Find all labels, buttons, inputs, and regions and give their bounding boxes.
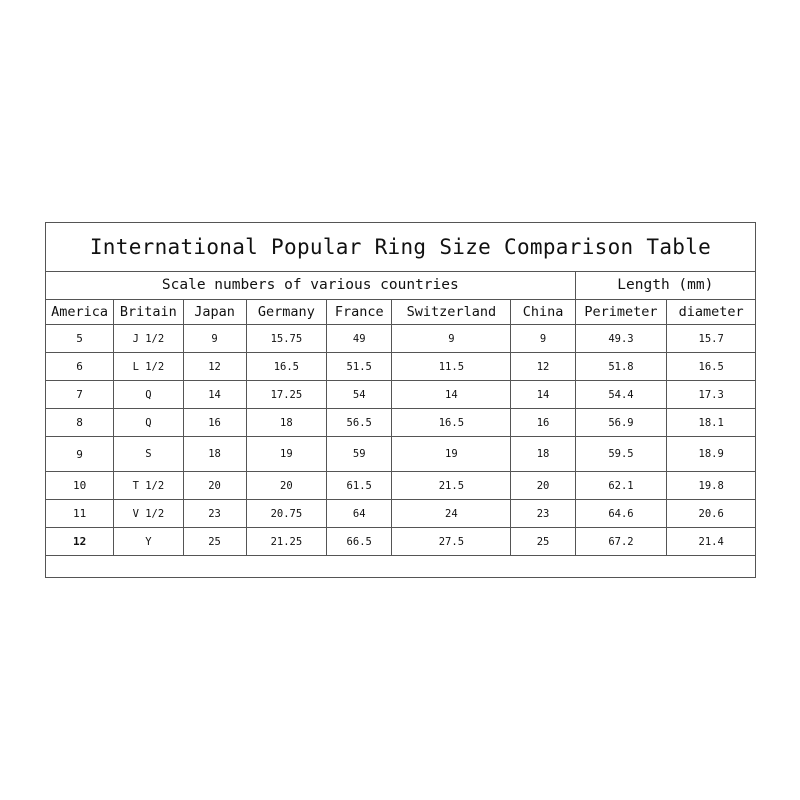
col-header-japan: Japan [183, 299, 246, 325]
table-row [46, 325, 756, 353]
col-header-china: China [511, 299, 575, 325]
cell-france: 49 [327, 325, 392, 353]
cell-america: 12 [46, 528, 114, 556]
cell-china: 18 [511, 437, 575, 472]
cell-switzerland: 16.5 [392, 409, 511, 437]
cell-japan: 20 [183, 472, 246, 500]
countries-group-header: Scale numbers of various countries [46, 271, 576, 299]
cell-america: 11 [46, 500, 114, 528]
cell-japan: 25 [183, 528, 246, 556]
cell-china: 25 [511, 528, 575, 556]
cell-france: 54 [327, 381, 392, 409]
table-body [46, 325, 756, 556]
cell-japan: 23 [183, 500, 246, 528]
cell-france: 59 [327, 437, 392, 472]
table-row [46, 353, 756, 381]
cell-switzerland: 11.5 [392, 353, 511, 381]
cell-japan: 14 [183, 381, 246, 409]
cell-perimeter: 62.1 [575, 472, 667, 500]
cell-germany: 18 [246, 409, 326, 437]
cell-japan: 18 [183, 437, 246, 472]
cell-china: 23 [511, 500, 575, 528]
cell-britain: T 1/2 [114, 472, 183, 500]
cell-diameter: 19.8 [667, 472, 756, 500]
cell-perimeter: 67.2 [575, 528, 667, 556]
cell-china: 20 [511, 472, 575, 500]
cell-britain: J 1/2 [114, 325, 183, 353]
cell-switzerland: 14 [392, 381, 511, 409]
table-row [46, 437, 756, 472]
footer-row [46, 556, 756, 578]
cell-japan: 9 [183, 325, 246, 353]
cell-perimeter: 51.8 [575, 353, 667, 381]
title-row [46, 223, 756, 272]
col-header-perimeter: Perimeter [575, 299, 667, 325]
cell-britain: S [114, 437, 183, 472]
cell-diameter: 18.9 [667, 437, 756, 472]
cell-japan: 16 [183, 409, 246, 437]
cell-diameter: 20.6 [667, 500, 756, 528]
cell-germany: 21.25 [246, 528, 326, 556]
cell-germany: 20.75 [246, 500, 326, 528]
col-header-diameter: diameter [667, 299, 756, 325]
cell-perimeter: 56.9 [575, 409, 667, 437]
cell-america: 9 [46, 437, 114, 472]
table-row [46, 528, 756, 556]
cell-britain: L 1/2 [114, 353, 183, 381]
cell-britain: V 1/2 [114, 500, 183, 528]
cell-britain: Q [114, 409, 183, 437]
cell-switzerland: 21.5 [392, 472, 511, 500]
cell-switzerland: 27.5 [392, 528, 511, 556]
cell-france: 61.5 [327, 472, 392, 500]
footer-cell [46, 556, 756, 578]
cell-germany: 17.25 [246, 381, 326, 409]
cell-france: 64 [327, 500, 392, 528]
ring-size-sheet [45, 222, 756, 578]
cell-germany: 16.5 [246, 353, 326, 381]
cell-perimeter: 64.6 [575, 500, 667, 528]
col-header-britain: Britain [114, 299, 183, 325]
cell-switzerland: 19 [392, 437, 511, 472]
cell-america: 6 [46, 353, 114, 381]
length-group-header: Length (mm) [575, 271, 755, 299]
cell-china: 14 [511, 381, 575, 409]
table-row [46, 472, 756, 500]
cell-perimeter: 49.3 [575, 325, 667, 353]
ring-size-table [45, 222, 756, 578]
table-title: International Popular Ring Size Comparison Table [46, 223, 756, 272]
cell-china: 9 [511, 325, 575, 353]
cell-diameter: 21.4 [667, 528, 756, 556]
cell-diameter: 16.5 [667, 353, 756, 381]
cell-diameter: 15.7 [667, 325, 756, 353]
column-header-row [46, 299, 756, 325]
cell-diameter: 17.3 [667, 381, 756, 409]
col-header-switzerland: Switzerland [392, 299, 511, 325]
cell-britain: Q [114, 381, 183, 409]
cell-perimeter: 54.4 [575, 381, 667, 409]
col-header-germany: Germany [246, 299, 326, 325]
cell-america: 8 [46, 409, 114, 437]
table-row [46, 381, 756, 409]
cell-france: 66.5 [327, 528, 392, 556]
cell-france: 51.5 [327, 353, 392, 381]
cell-diameter: 18.1 [667, 409, 756, 437]
cell-switzerland: 24 [392, 500, 511, 528]
cell-france: 56.5 [327, 409, 392, 437]
cell-japan: 12 [183, 353, 246, 381]
table-row [46, 500, 756, 528]
cell-china: 16 [511, 409, 575, 437]
cell-germany: 19 [246, 437, 326, 472]
cell-germany: 15.75 [246, 325, 326, 353]
cell-china: 12 [511, 353, 575, 381]
cell-switzerland: 9 [392, 325, 511, 353]
cell-perimeter: 59.5 [575, 437, 667, 472]
group-header-row [46, 271, 756, 299]
cell-britain: Y [114, 528, 183, 556]
table-row [46, 409, 756, 437]
col-header-france: France [327, 299, 392, 325]
cell-america: 10 [46, 472, 114, 500]
cell-america: 5 [46, 325, 114, 353]
cell-germany: 20 [246, 472, 326, 500]
col-header-america: America [46, 299, 114, 325]
cell-america: 7 [46, 381, 114, 409]
